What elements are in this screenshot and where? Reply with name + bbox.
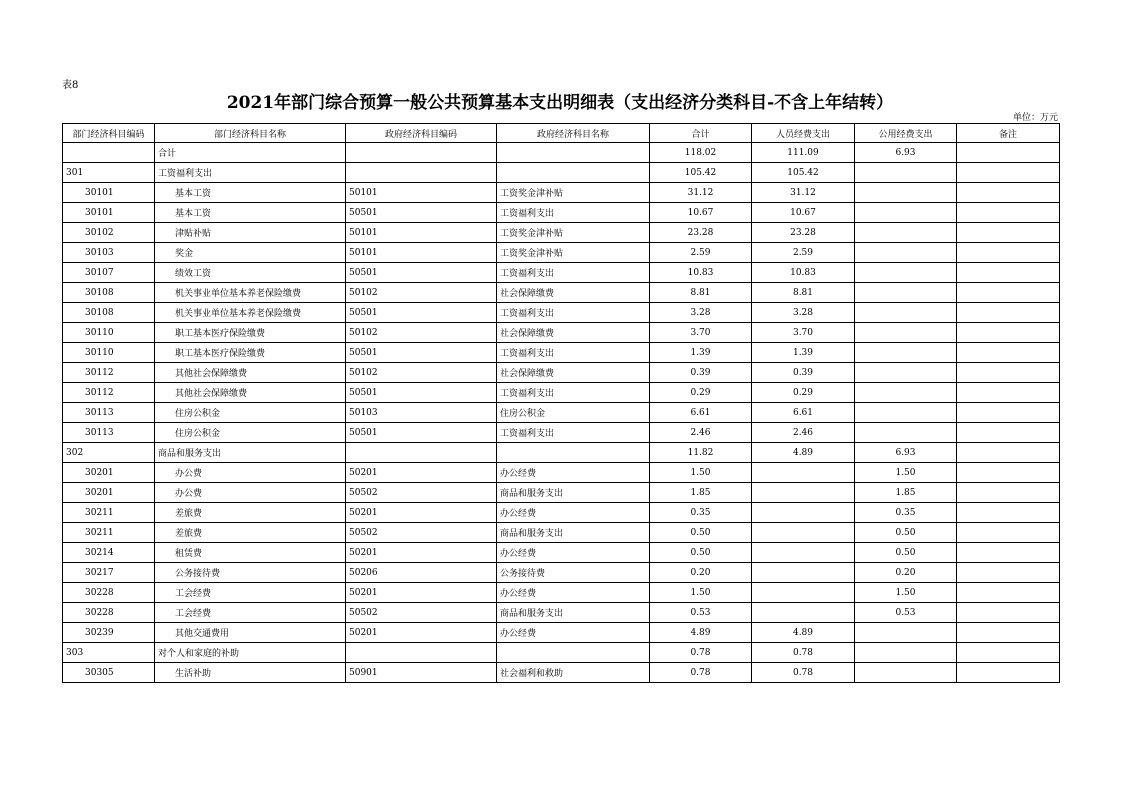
cell-note <box>957 403 1060 423</box>
cell-dept-name: 合计 <box>155 143 346 163</box>
cell-note <box>957 543 1060 563</box>
table-row <box>63 243 1060 263</box>
cell-gov-code: 50501 <box>346 263 497 283</box>
cell-dept-code: 30112 <box>63 383 155 403</box>
cell-note <box>957 323 1060 343</box>
cell-personnel: 0.29 <box>752 383 855 403</box>
cell-dept-name: 工资福利支出 <box>155 163 346 183</box>
cell-public <box>855 423 957 443</box>
header-dept-code: 部门经济科目编码 <box>63 124 155 143</box>
cell-dept-code: 30113 <box>63 423 155 443</box>
cell-total: 4.89 <box>650 623 752 643</box>
cell-dept-code: 30214 <box>63 543 155 563</box>
cell-note <box>957 663 1060 683</box>
cell-dept-name: 津贴补贴 <box>155 223 346 243</box>
cell-gov-code: 50101 <box>346 183 497 203</box>
cell-gov-name: 办公经费 <box>497 463 650 483</box>
cell-gov-name <box>497 163 650 183</box>
cell-note <box>957 243 1060 263</box>
cell-public <box>855 623 957 643</box>
cell-dept-code: 30211 <box>63 523 155 543</box>
cell-gov-code: 50201 <box>346 543 497 563</box>
table-row <box>63 263 1060 283</box>
cell-gov-code: 50103 <box>346 403 497 423</box>
cell-gov-name: 办公经费 <box>497 503 650 523</box>
cell-dept-code: 30107 <box>63 263 155 283</box>
cell-dept-code: 301 <box>63 163 155 183</box>
cell-note <box>957 163 1060 183</box>
cell-public <box>855 243 957 263</box>
table-row <box>63 343 1060 363</box>
cell-total: 118.02 <box>650 143 752 163</box>
cell-personnel: 2.59 <box>752 243 855 263</box>
cell-gov-name: 公务接待费 <box>497 563 650 583</box>
cell-note <box>957 183 1060 203</box>
cell-note <box>957 643 1060 663</box>
table-row <box>63 543 1060 563</box>
cell-personnel: 3.28 <box>752 303 855 323</box>
cell-dept-name: 商品和服务支出 <box>155 443 346 463</box>
cell-personnel: 4.89 <box>752 623 855 643</box>
budget-detail-table <box>62 123 1060 683</box>
cell-dept-code: 30101 <box>63 203 155 223</box>
cell-note <box>957 583 1060 603</box>
table-row <box>63 623 1060 643</box>
table-row <box>63 363 1060 383</box>
table-header-row <box>63 124 1060 143</box>
cell-dept-name: 差旅费 <box>155 523 346 543</box>
header-note: 备注 <box>957 124 1060 143</box>
cell-personnel <box>752 543 855 563</box>
cell-public <box>855 223 957 243</box>
cell-gov-code: 50201 <box>346 583 497 603</box>
table-row <box>63 183 1060 203</box>
cell-personnel <box>752 463 855 483</box>
cell-gov-code <box>346 643 497 663</box>
cell-note <box>957 303 1060 323</box>
cell-dept-code: 30110 <box>63 343 155 363</box>
cell-gov-code: 50206 <box>346 563 497 583</box>
table-row <box>63 503 1060 523</box>
cell-gov-code: 50101 <box>346 243 497 263</box>
table-row <box>63 643 1060 663</box>
cell-note <box>957 463 1060 483</box>
cell-dept-code: 30239 <box>63 623 155 643</box>
cell-public <box>855 343 957 363</box>
table-row <box>63 163 1060 183</box>
cell-total: 0.53 <box>650 603 752 623</box>
cell-total: 1.50 <box>650 463 752 483</box>
cell-public: 6.93 <box>855 143 957 163</box>
cell-personnel: 8.81 <box>752 283 855 303</box>
cell-total: 2.59 <box>650 243 752 263</box>
cell-personnel: 105.42 <box>752 163 855 183</box>
cell-public: 0.53 <box>855 603 957 623</box>
cell-note <box>957 423 1060 443</box>
table-row <box>63 223 1060 243</box>
cell-total: 2.46 <box>650 423 752 443</box>
cell-public: 0.35 <box>855 503 957 523</box>
cell-gov-name: 工资奖金津补贴 <box>497 223 650 243</box>
header-gov-name: 政府经济科目名称 <box>497 124 650 143</box>
cell-dept-code: 30211 <box>63 503 155 523</box>
table-body <box>63 143 1060 683</box>
cell-dept-name: 机关事业单位基本养老保险缴费 <box>155 303 346 323</box>
table-row <box>63 563 1060 583</box>
cell-note <box>957 363 1060 383</box>
cell-public <box>855 283 957 303</box>
cell-dept-name: 差旅费 <box>155 503 346 523</box>
cell-gov-name: 工资福利支出 <box>497 263 650 283</box>
cell-public <box>855 183 957 203</box>
cell-public <box>855 163 957 183</box>
cell-note <box>957 343 1060 363</box>
cell-gov-code: 50501 <box>346 303 497 323</box>
cell-total: 0.50 <box>650 523 752 543</box>
cell-gov-code: 50201 <box>346 503 497 523</box>
cell-gov-code: 50501 <box>346 203 497 223</box>
cell-public: 0.50 <box>855 543 957 563</box>
cell-gov-name: 工资奖金津补贴 <box>497 243 650 263</box>
cell-public <box>855 643 957 663</box>
table-row <box>63 523 1060 543</box>
table-row <box>63 423 1060 443</box>
cell-personnel: 4.89 <box>752 443 855 463</box>
cell-gov-name: 办公经费 <box>497 623 650 643</box>
cell-personnel: 10.67 <box>752 203 855 223</box>
cell-gov-name: 工资福利支出 <box>497 423 650 443</box>
cell-gov-code: 50502 <box>346 523 497 543</box>
cell-note <box>957 603 1060 623</box>
cell-dept-code: 30102 <box>63 223 155 243</box>
cell-gov-name: 办公经费 <box>497 543 650 563</box>
cell-note <box>957 623 1060 643</box>
cell-public: 1.85 <box>855 483 957 503</box>
cell-note <box>957 483 1060 503</box>
cell-gov-code: 50502 <box>346 603 497 623</box>
table-row <box>63 443 1060 463</box>
cell-total: 0.29 <box>650 383 752 403</box>
cell-note <box>957 503 1060 523</box>
header-dept-name: 部门经济科目名称 <box>155 124 346 143</box>
cell-personnel <box>752 603 855 623</box>
cell-total: 105.42 <box>650 163 752 183</box>
cell-total: 23.28 <box>650 223 752 243</box>
cell-personnel: 3.70 <box>752 323 855 343</box>
table-row <box>63 203 1060 223</box>
table-row <box>63 283 1060 303</box>
cell-public: 1.50 <box>855 463 957 483</box>
cell-dept-code: 30110 <box>63 323 155 343</box>
cell-public <box>855 663 957 683</box>
cell-gov-name: 工资奖金津补贴 <box>497 183 650 203</box>
cell-dept-code: 30201 <box>63 463 155 483</box>
cell-dept-code: 30101 <box>63 183 155 203</box>
cell-gov-name: 工资福利支出 <box>497 343 650 363</box>
cell-total: 0.78 <box>650 643 752 663</box>
cell-dept-name: 工会经费 <box>155 603 346 623</box>
cell-total: 6.61 <box>650 403 752 423</box>
cell-gov-code: 50502 <box>346 483 497 503</box>
cell-total: 0.20 <box>650 563 752 583</box>
table-row <box>63 143 1060 163</box>
cell-dept-name: 办公费 <box>155 483 346 503</box>
cell-gov-code: 50201 <box>346 463 497 483</box>
cell-dept-code: 30228 <box>63 583 155 603</box>
cell-dept-code: 30201 <box>63 483 155 503</box>
cell-dept-name: 职工基本医疗保险缴费 <box>155 343 346 363</box>
cell-dept-name: 租赁费 <box>155 543 346 563</box>
cell-personnel: 0.39 <box>752 363 855 383</box>
cell-gov-name: 社会保障缴费 <box>497 323 650 343</box>
cell-personnel: 1.39 <box>752 343 855 363</box>
cell-dept-code: 30305 <box>63 663 155 683</box>
cell-gov-code: 50501 <box>346 343 497 363</box>
cell-dept-name: 生活补助 <box>155 663 346 683</box>
cell-gov-name: 社会保障缴费 <box>497 283 650 303</box>
cell-gov-name <box>497 443 650 463</box>
cell-gov-name <box>497 643 650 663</box>
table-number-label: 表8 <box>62 80 79 91</box>
cell-gov-code: 50102 <box>346 363 497 383</box>
cell-note <box>957 143 1060 163</box>
cell-gov-name: 社会福利和救助 <box>497 663 650 683</box>
cell-personnel: 31.12 <box>752 183 855 203</box>
cell-total: 8.81 <box>650 283 752 303</box>
cell-gov-name: 工资福利支出 <box>497 303 650 323</box>
table-row <box>63 663 1060 683</box>
cell-total: 31.12 <box>650 183 752 203</box>
table-row <box>63 303 1060 323</box>
cell-public: 6.93 <box>855 443 957 463</box>
cell-public: 0.50 <box>855 523 957 543</box>
cell-gov-code <box>346 143 497 163</box>
cell-public: 0.20 <box>855 563 957 583</box>
cell-public: 1.50 <box>855 583 957 603</box>
cell-dept-name: 办公费 <box>155 463 346 483</box>
cell-personnel <box>752 503 855 523</box>
cell-dept-name: 基本工资 <box>155 203 346 223</box>
table-row <box>63 323 1060 343</box>
cell-personnel: 6.61 <box>752 403 855 423</box>
cell-dept-code: 30217 <box>63 563 155 583</box>
cell-dept-name: 住房公积金 <box>155 423 346 443</box>
table-row <box>63 483 1060 503</box>
page-title: 2021年部门综合预算一般公共预算基本支出明细表（支出经济分类科目-不含上年结转） <box>226 93 894 113</box>
cell-dept-code: 303 <box>63 643 155 663</box>
cell-personnel: 23.28 <box>752 223 855 243</box>
cell-dept-name: 对个人和家庭的补助 <box>155 643 346 663</box>
cell-dept-name: 住房公积金 <box>155 403 346 423</box>
cell-note <box>957 223 1060 243</box>
cell-note <box>957 383 1060 403</box>
cell-gov-name: 住房公积金 <box>497 403 650 423</box>
cell-personnel <box>752 483 855 503</box>
header-gov-code: 政府经济科目编码 <box>346 124 497 143</box>
cell-gov-code: 50101 <box>346 223 497 243</box>
cell-gov-code: 50901 <box>346 663 497 683</box>
cell-public <box>855 303 957 323</box>
cell-personnel: 0.78 <box>752 663 855 683</box>
cell-personnel: 111.09 <box>752 143 855 163</box>
cell-dept-name: 绩效工资 <box>155 263 346 283</box>
cell-gov-name: 工资福利支出 <box>497 203 650 223</box>
cell-gov-code: 50102 <box>346 283 497 303</box>
cell-gov-code: 50501 <box>346 423 497 443</box>
header-public: 公用经费支出 <box>855 124 957 143</box>
unit-label: 单位：万元 <box>1012 113 1058 123</box>
table-row <box>63 383 1060 403</box>
cell-gov-code <box>346 443 497 463</box>
cell-dept-code: 30113 <box>63 403 155 423</box>
cell-gov-name: 办公经费 <box>497 583 650 603</box>
cell-dept-name: 其他社会保障缴费 <box>155 383 346 403</box>
cell-gov-name: 工资福利支出 <box>497 383 650 403</box>
cell-note <box>957 523 1060 543</box>
cell-note <box>957 263 1060 283</box>
cell-total: 1.85 <box>650 483 752 503</box>
cell-gov-name: 社会保障缴费 <box>497 363 650 383</box>
cell-total: 10.83 <box>650 263 752 283</box>
cell-gov-code: 50102 <box>346 323 497 343</box>
cell-dept-code: 30103 <box>63 243 155 263</box>
table-row <box>63 463 1060 483</box>
cell-dept-code <box>63 143 155 163</box>
cell-personnel <box>752 523 855 543</box>
cell-dept-name: 其他社会保障缴费 <box>155 363 346 383</box>
cell-public <box>855 323 957 343</box>
cell-gov-name: 商品和服务支出 <box>497 603 650 623</box>
cell-dept-name: 机关事业单位基本养老保险缴费 <box>155 283 346 303</box>
cell-total: 1.50 <box>650 583 752 603</box>
cell-personnel: 0.78 <box>752 643 855 663</box>
cell-dept-code: 302 <box>63 443 155 463</box>
cell-gov-code <box>346 163 497 183</box>
cell-dept-name: 基本工资 <box>155 183 346 203</box>
cell-public <box>855 383 957 403</box>
cell-public <box>855 363 957 383</box>
cell-gov-name: 商品和服务支出 <box>497 523 650 543</box>
cell-total: 0.35 <box>650 503 752 523</box>
cell-total: 1.39 <box>650 343 752 363</box>
cell-personnel <box>752 563 855 583</box>
cell-gov-code: 50201 <box>346 623 497 643</box>
cell-dept-name: 奖金 <box>155 243 346 263</box>
cell-gov-name: 商品和服务支出 <box>497 483 650 503</box>
cell-total: 3.70 <box>650 323 752 343</box>
cell-dept-code: 30108 <box>63 283 155 303</box>
cell-dept-name: 其他交通费用 <box>155 623 346 643</box>
cell-dept-code: 30228 <box>63 603 155 623</box>
cell-gov-name <box>497 143 650 163</box>
cell-personnel: 2.46 <box>752 423 855 443</box>
cell-total: 3.28 <box>650 303 752 323</box>
cell-total: 0.78 <box>650 663 752 683</box>
header-total: 合计 <box>650 124 752 143</box>
cell-dept-name: 职工基本医疗保险缴费 <box>155 323 346 343</box>
cell-public <box>855 203 957 223</box>
cell-gov-code: 50501 <box>346 383 497 403</box>
cell-total: 0.50 <box>650 543 752 563</box>
cell-note <box>957 203 1060 223</box>
cell-total: 0.39 <box>650 363 752 383</box>
cell-public <box>855 263 957 283</box>
table-row <box>63 403 1060 423</box>
cell-note <box>957 563 1060 583</box>
cell-total: 11.82 <box>650 443 752 463</box>
cell-dept-code: 30108 <box>63 303 155 323</box>
cell-personnel <box>752 583 855 603</box>
cell-note <box>957 443 1060 463</box>
header-personnel: 人员经费支出 <box>752 124 855 143</box>
table-row <box>63 583 1060 603</box>
cell-public <box>855 403 957 423</box>
table-row <box>63 603 1060 623</box>
cell-dept-code: 30112 <box>63 363 155 383</box>
cell-personnel: 10.83 <box>752 263 855 283</box>
cell-dept-name: 公务接待费 <box>155 563 346 583</box>
cell-total: 10.67 <box>650 203 752 223</box>
cell-dept-name: 工会经费 <box>155 583 346 603</box>
cell-note <box>957 283 1060 303</box>
